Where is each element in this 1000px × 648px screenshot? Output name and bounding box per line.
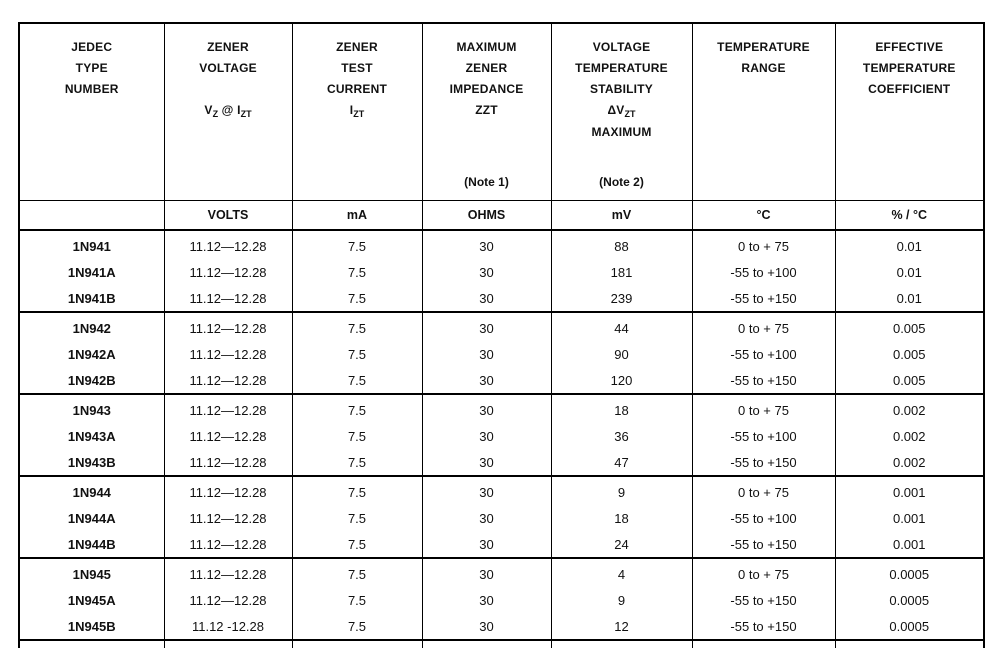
table-row (19, 587, 984, 613)
jedec-type-number: 1N945 (19, 558, 164, 587)
value-cell-zener-voltage: 11.12—12.28 (164, 394, 292, 423)
value-cell-effective-temperature-coefficient: 0.005 (835, 367, 984, 394)
table-row (19, 476, 984, 505)
value-cell-temperature-range: 0 to + 75 (692, 476, 835, 505)
value-cell-maximum-zener-impedance: 30 (422, 367, 551, 394)
value-cell-effective-temperature-coefficient: 0.0005 (835, 587, 984, 613)
header-line: TEMPERATURE (575, 61, 668, 75)
value-cell-voltage-temperature-stability: 181 (551, 259, 692, 285)
value-cell-temperature-range: -55 to +150 (692, 531, 835, 558)
jedec-type-number: 1N944B (19, 531, 164, 558)
header-line: TEMPERATURE (717, 40, 810, 54)
jedec-type-number: 1N943A (19, 423, 164, 449)
header-line: MAXIMUM (591, 125, 652, 139)
value-cell-maximum-zener-impedance: 30 (422, 285, 551, 312)
value-cell-maximum-zener-impedance: 30 (422, 341, 551, 367)
value-cell-maximum-zener-impedance: 30 (422, 531, 551, 558)
header-line: ZENER (207, 40, 249, 54)
value-cell-voltage-temperature-stability: 90 (551, 341, 692, 367)
table-row (19, 230, 984, 259)
column-header-zener-voltage (164, 23, 292, 201)
header-line: VOLTAGE (199, 61, 257, 75)
formula-subscript: ZT (353, 109, 365, 119)
value-cell-zener-voltage: 11.12—12.28 (164, 476, 292, 505)
footer-strip-cell (835, 640, 984, 648)
value-cell-temperature-range: -55 to +100 (692, 505, 835, 531)
value-cell-maximum-zener-impedance: 30 (422, 312, 551, 341)
table-row (19, 312, 984, 341)
unit-temperature-range: °C (692, 201, 835, 231)
table-row (19, 341, 984, 367)
value-cell-voltage-temperature-stability: 24 (551, 531, 692, 558)
value-cell-voltage-temperature-stability: 120 (551, 367, 692, 394)
header-note: (Note 2) (599, 175, 644, 189)
header-line: ZENER (336, 40, 378, 54)
header-line: JEDEC (71, 40, 113, 54)
header-line: TYPE (75, 61, 108, 75)
value-cell-voltage-temperature-stability: 9 (551, 587, 692, 613)
table-footer-strip (19, 640, 984, 648)
value-cell-voltage-temperature-stability: 18 (551, 505, 692, 531)
value-cell-voltage-temperature-stability: 239 (551, 285, 692, 312)
jedec-type-number: 1N944 (19, 476, 164, 505)
jedec-type-number: 1N943 (19, 394, 164, 423)
header-note: (Note 1) (464, 175, 509, 189)
value-cell-zener-test-current: 7.5 (292, 312, 422, 341)
value-cell-voltage-temperature-stability: 18 (551, 394, 692, 423)
value-cell-zener-test-current: 7.5 (292, 476, 422, 505)
value-cell-temperature-range: -55 to +100 (692, 341, 835, 367)
table-row (19, 531, 984, 558)
value-cell-zener-voltage: 11.12—12.28 (164, 505, 292, 531)
value-cell-temperature-range: 0 to + 75 (692, 312, 835, 341)
value-cell-zener-voltage: 11.12—12.28 (164, 285, 292, 312)
value-cell-effective-temperature-coefficient: 0.01 (835, 285, 984, 312)
value-cell-temperature-range: 0 to + 75 (692, 394, 835, 423)
value-cell-effective-temperature-coefficient: 0.005 (835, 312, 984, 341)
table-row (19, 423, 984, 449)
value-cell-zener-test-current: 7.5 (292, 558, 422, 587)
value-cell-voltage-temperature-stability: 88 (551, 230, 692, 259)
value-cell-effective-temperature-coefficient: 0.001 (835, 531, 984, 558)
footer-strip-row (19, 640, 984, 648)
table-row (19, 558, 984, 587)
header-formula (607, 100, 635, 122)
value-cell-voltage-temperature-stability: 4 (551, 558, 692, 587)
value-cell-effective-temperature-coefficient: 0.002 (835, 394, 984, 423)
column-header-maximum-zener-impedance (422, 23, 551, 201)
jedec-type-number: 1N942B (19, 367, 164, 394)
value-cell-zener-test-current: 7.5 (292, 449, 422, 476)
value-cell-maximum-zener-impedance: 30 (422, 587, 551, 613)
header-line: COEFFICIENT (868, 82, 951, 96)
value-cell-temperature-range: -55 to +150 (692, 285, 835, 312)
value-cell-zener-test-current: 7.5 (292, 505, 422, 531)
value-cell-maximum-zener-impedance: 30 (422, 259, 551, 285)
value-cell-temperature-range: -55 to +150 (692, 613, 835, 640)
header-line: TEMPERATURE (862, 61, 956, 75)
header-line: RANGE (741, 61, 786, 75)
value-cell-zener-voltage: 11.12—12.28 (164, 341, 292, 367)
header-line: MAXIMUM (456, 40, 517, 54)
value-cell-zener-test-current: 7.5 (292, 587, 422, 613)
column-header-jedec-type-number (19, 23, 164, 201)
value-cell-effective-temperature-coefficient: 0.01 (835, 230, 984, 259)
column-header-row (19, 23, 984, 201)
header-line: IMPEDANCE (449, 82, 524, 96)
device-group-3 (19, 394, 984, 476)
jedec-type-number: 1N943B (19, 449, 164, 476)
formula-text: I (349, 103, 354, 117)
jedec-type-number: 1N944A (19, 505, 164, 531)
formula-subscript: Z (212, 109, 219, 119)
jedec-type-number: 1N945A (19, 587, 164, 613)
value-cell-effective-temperature-coefficient: 0.005 (835, 341, 984, 367)
footer-strip-cell (692, 640, 835, 648)
zener-diode-spec-table (18, 22, 985, 648)
value-cell-voltage-temperature-stability: 12 (551, 613, 692, 640)
value-cell-zener-test-current: 7.5 (292, 259, 422, 285)
footer-strip-cell (551, 640, 692, 648)
footer-strip-cell (164, 640, 292, 648)
value-cell-maximum-zener-impedance: 30 (422, 558, 551, 587)
value-cell-effective-temperature-coefficient: 0.002 (835, 449, 984, 476)
unit-maximum-zener-impedance: OHMS (422, 201, 551, 231)
device-group-2 (19, 312, 984, 394)
value-cell-zener-test-current: 7.5 (292, 423, 422, 449)
value-cell-voltage-temperature-stability: 36 (551, 423, 692, 449)
table-row (19, 394, 984, 423)
table-row (19, 285, 984, 312)
value-cell-zener-voltage: 11.12—12.28 (164, 587, 292, 613)
value-cell-effective-temperature-coefficient: 0.01 (835, 259, 984, 285)
formula-text: ΔV (607, 103, 625, 117)
value-cell-effective-temperature-coefficient: 0.0005 (835, 613, 984, 640)
column-header-temperature-range (692, 23, 835, 201)
value-cell-maximum-zener-impedance: 30 (422, 449, 551, 476)
header-line: TEST (341, 61, 373, 75)
value-cell-maximum-zener-impedance: 30 (422, 476, 551, 505)
footer-strip-cell (422, 640, 551, 648)
column-header-zener-test-current (292, 23, 422, 201)
value-cell-effective-temperature-coefficient: 0.002 (835, 423, 984, 449)
unit-zener-voltage: VOLTS (164, 201, 292, 231)
value-cell-zener-voltage: 11.12—12.28 (164, 531, 292, 558)
value-cell-zener-test-current: 7.5 (292, 531, 422, 558)
value-cell-zener-voltage: 11.12—12.28 (164, 259, 292, 285)
value-cell-maximum-zener-impedance: 30 (422, 394, 551, 423)
header-formula (204, 100, 251, 122)
table-header (19, 23, 984, 230)
value-cell-maximum-zener-impedance: 30 (422, 230, 551, 259)
device-group-5 (19, 558, 984, 640)
header-line: ZENER (465, 61, 508, 75)
device-group-1 (19, 230, 984, 312)
value-cell-zener-test-current: 7.5 (292, 367, 422, 394)
value-cell-temperature-range: -55 to +100 (692, 423, 835, 449)
table-row (19, 449, 984, 476)
jedec-type-number: 1N941 (19, 230, 164, 259)
column-header-effective-temperature-coefficient (835, 23, 984, 201)
value-cell-temperature-range: -55 to +150 (692, 367, 835, 394)
header-line: ZZT (475, 103, 498, 117)
value-cell-temperature-range: 0 to + 75 (692, 558, 835, 587)
jedec-type-number: 1N941A (19, 259, 164, 285)
value-cell-zener-voltage: 11.12—12.28 (164, 367, 292, 394)
value-cell-zener-test-current: 7.5 (292, 341, 422, 367)
value-cell-zener-test-current: 7.5 (292, 613, 422, 640)
value-cell-zener-voltage: 11.12—12.28 (164, 423, 292, 449)
value-cell-maximum-zener-impedance: 30 (422, 505, 551, 531)
units-row (19, 201, 984, 231)
value-cell-temperature-range: 0 to + 75 (692, 230, 835, 259)
value-cell-voltage-temperature-stability: 47 (551, 449, 692, 476)
value-cell-effective-temperature-coefficient: 0.001 (835, 476, 984, 505)
formula-text: @ I (218, 103, 241, 117)
value-cell-effective-temperature-coefficient: 0.001 (835, 505, 984, 531)
jedec-type-number: 1N945B (19, 613, 164, 640)
table-row (19, 259, 984, 285)
unit-zener-test-current: mA (292, 201, 422, 231)
value-cell-maximum-zener-impedance: 30 (422, 613, 551, 640)
value-cell-voltage-temperature-stability: 9 (551, 476, 692, 505)
header-line: EFFECTIVE (875, 40, 944, 54)
value-cell-zener-test-current: 7.5 (292, 230, 422, 259)
value-cell-zener-voltage: 11.12—12.28 (164, 230, 292, 259)
device-group-4 (19, 476, 984, 558)
value-cell-temperature-range: -55 to +150 (692, 587, 835, 613)
jedec-type-number: 1N942 (19, 312, 164, 341)
header-line: CURRENT (326, 82, 388, 96)
table-row (19, 613, 984, 640)
jedec-type-number: 1N942A (19, 341, 164, 367)
value-cell-effective-temperature-coefficient: 0.0005 (835, 558, 984, 587)
formula-subscript: ZT (240, 109, 252, 119)
value-cell-zener-test-current: 7.5 (292, 285, 422, 312)
unit-voltage-temperature-stability: mV (551, 201, 692, 231)
value-cell-temperature-range: -55 to +100 (692, 259, 835, 285)
value-cell-zener-voltage: 11.12—12.28 (164, 312, 292, 341)
header-formula (350, 100, 365, 122)
value-cell-zener-voltage: 11.12—12.28 (164, 558, 292, 587)
unit-effective-temperature-coefficient: % / °C (835, 201, 984, 231)
jedec-type-number: 1N941B (19, 285, 164, 312)
header-line: NUMBER (64, 82, 119, 96)
table-row (19, 367, 984, 394)
unit-jedec-type-number (19, 201, 164, 231)
column-header-voltage-temperature-stability (551, 23, 692, 201)
value-cell-zener-voltage: 11.12—12.28 (164, 449, 292, 476)
header-line: STABILITY (590, 82, 653, 96)
formula-text: V (204, 103, 213, 117)
value-cell-temperature-range: -55 to +150 (692, 449, 835, 476)
footer-strip-cell (19, 640, 164, 648)
table-row (19, 505, 984, 531)
value-cell-zener-test-current: 7.5 (292, 394, 422, 423)
value-cell-maximum-zener-impedance: 30 (422, 423, 551, 449)
formula-subscript: ZT (624, 109, 636, 119)
value-cell-zener-voltage: 11.12 -12.28 (164, 613, 292, 640)
value-cell-voltage-temperature-stability: 44 (551, 312, 692, 341)
header-line: VOLTAGE (592, 40, 651, 54)
footer-strip-cell (292, 640, 422, 648)
